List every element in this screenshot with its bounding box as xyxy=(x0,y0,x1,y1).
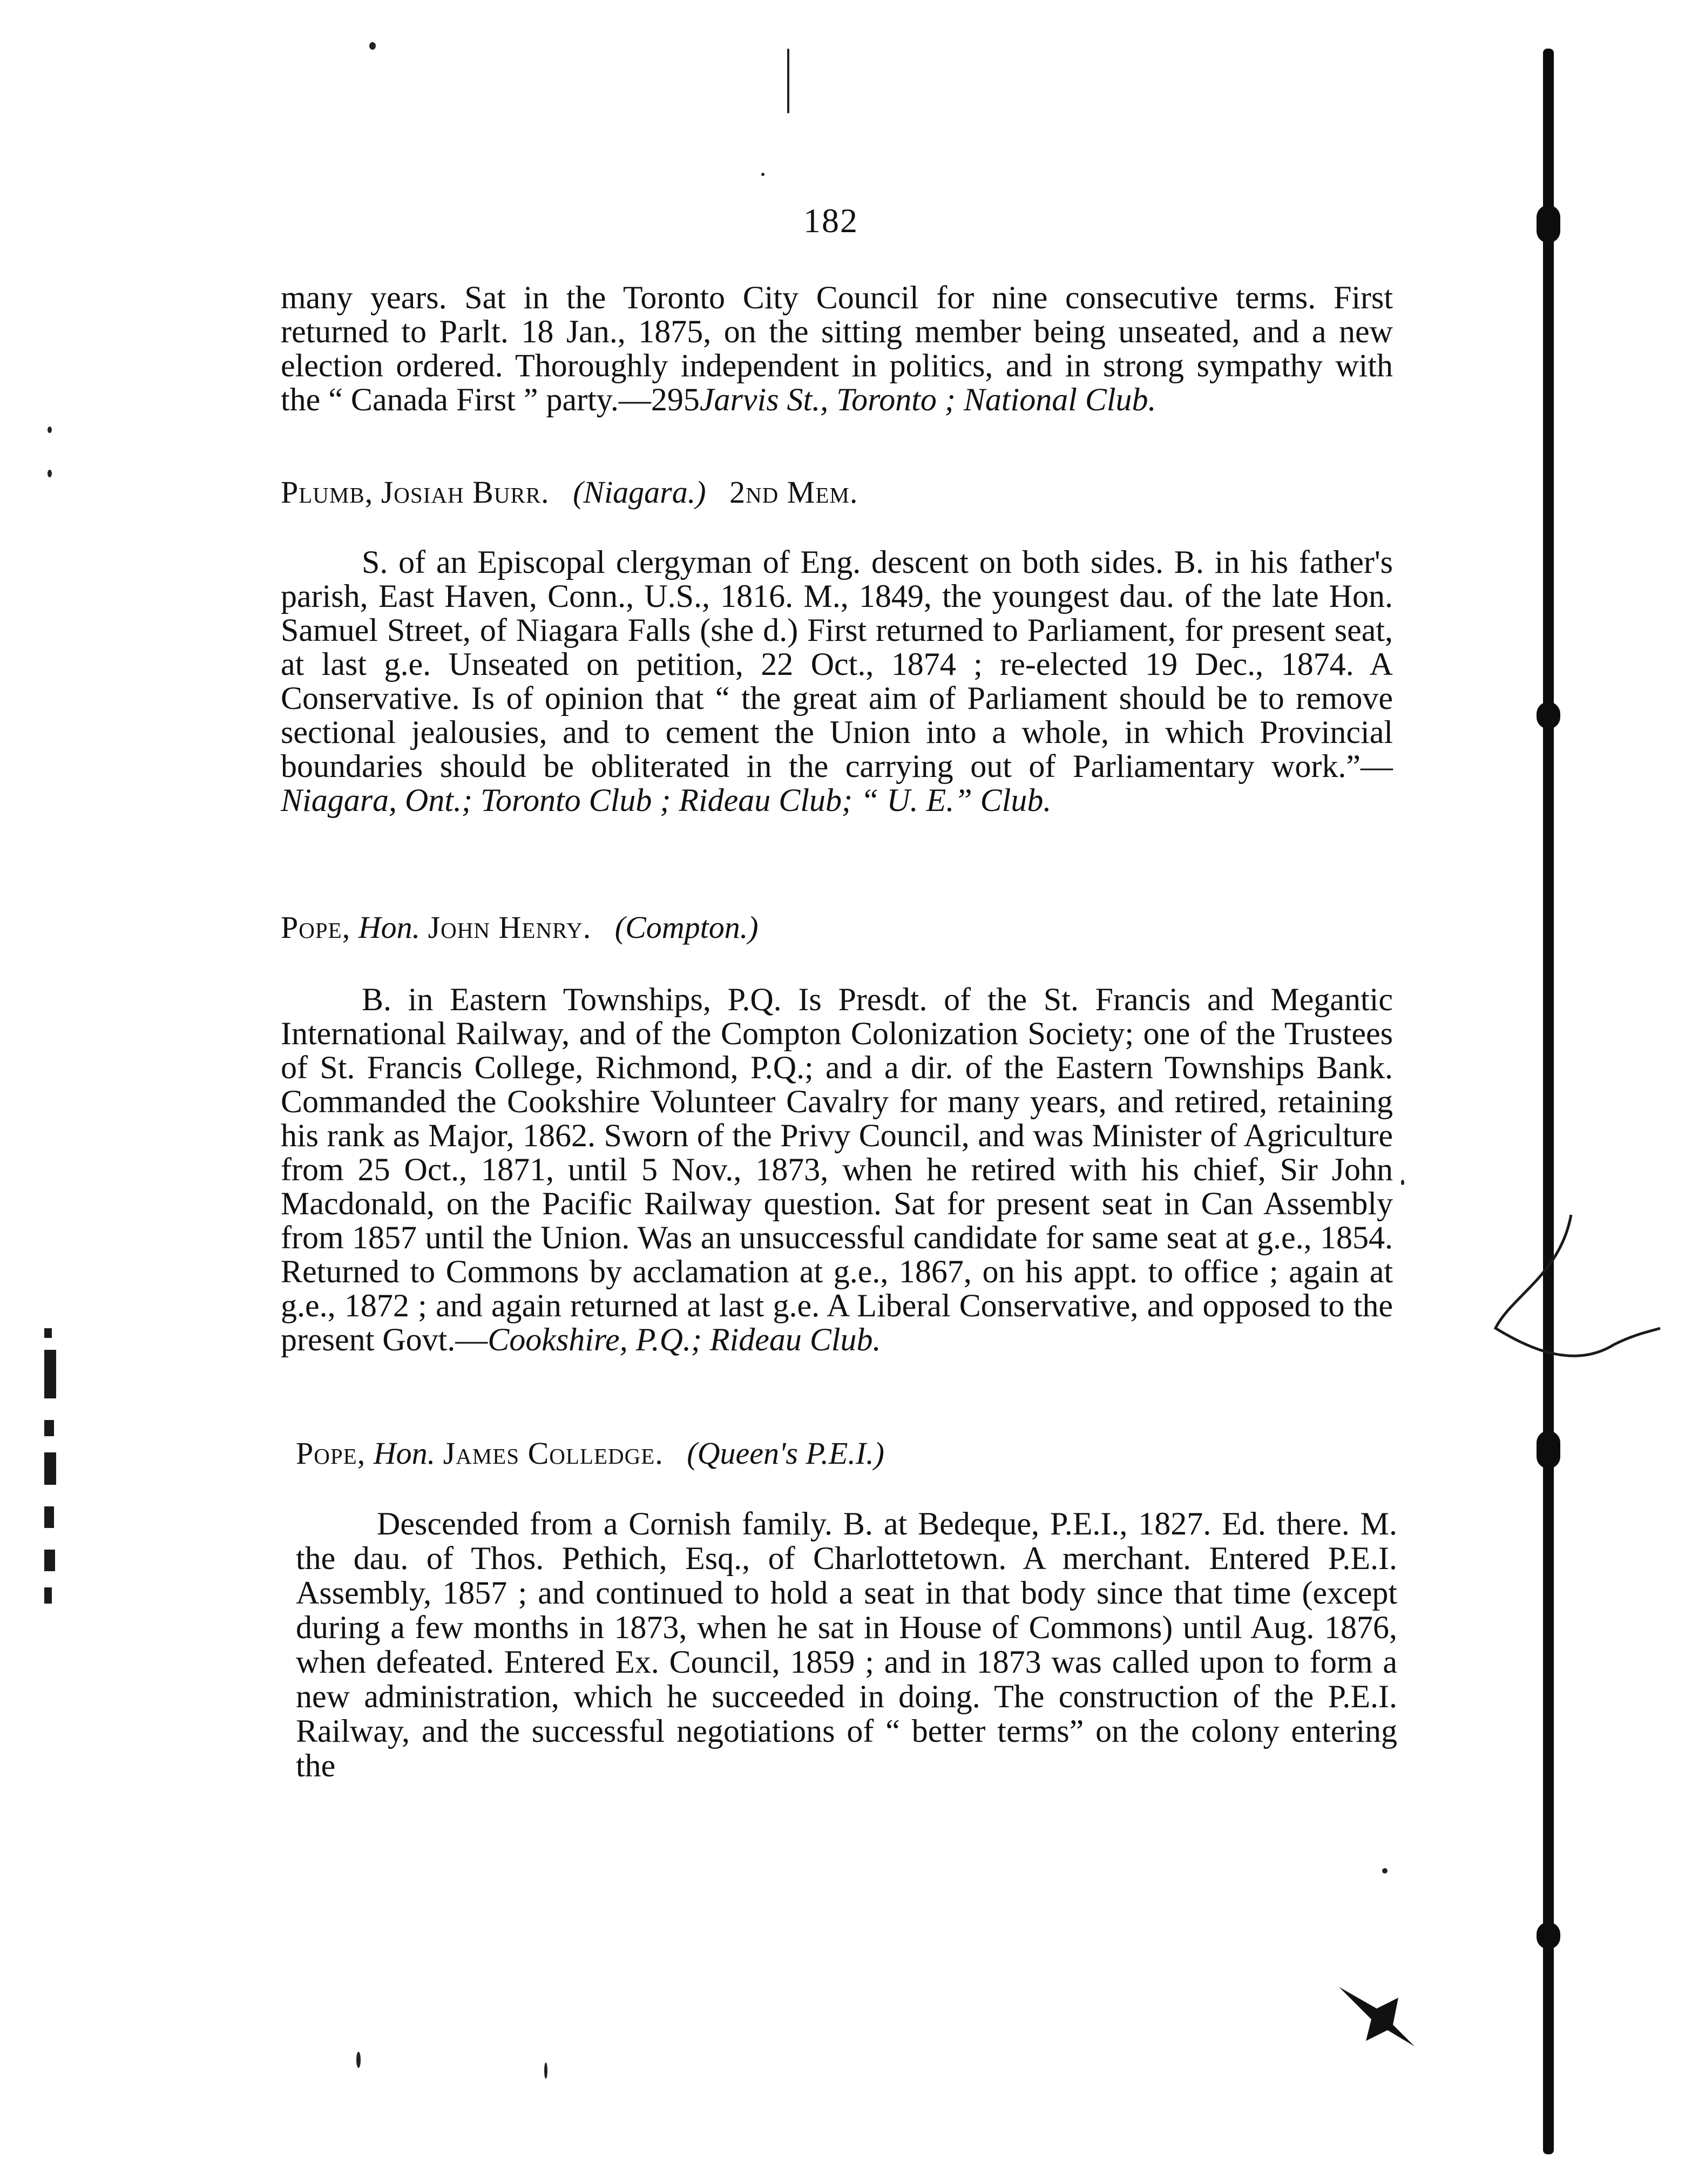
entry-surname: Pope, xyxy=(281,910,351,945)
continuation-address: Jarvis St., Toronto ; National Club. xyxy=(699,382,1156,417)
entry-given-name: John Henry. xyxy=(428,910,592,945)
binding-knot xyxy=(1537,1431,1560,1469)
thread-artifact xyxy=(1490,1209,1663,1415)
scan-speck xyxy=(544,2063,547,2079)
scan-speck xyxy=(761,173,764,176)
entry-body-text: S. of an Episcopal clergyman of Eng. descent on both sides. B. in his father's parish, East Haven, Conn., U.S., 1816. M., 1849, the youngest dau. of the late Hon. Samuel Street, of Niagara Falls (she d.) First returned to Parliament, for present seat, at last g.e. Unseated on petition, 22 Oct., 1874 ; re-elected 19 Dec., 1874. A Conservative. Is of opinion that “ the great aim of Parliament should be to remove sectional jealousies, and to cement the Union into a whole, in which Provincial boundaries should be obliterated in the carrying out of Parliamentary work.”— xyxy=(281,544,1393,784)
entry-surname: Plumb, xyxy=(281,475,374,510)
scan-speck xyxy=(356,2052,361,2068)
scan-speck xyxy=(1382,1868,1388,1874)
entry-body-text: B. in Eastern Townships, P.Q. Is Presdt. of the St. Francis and Megantic International Railway, and of the Compton Colonization Society; one of the Trustees of St. Francis College, Richmond, P.Q.; and a dir. of the Eastern Townships Bank. Commanded the Cookshire Volunteer Cavalry for many years, and retired, retaining his rank as Major, 1862. Sworn of the Privy Council, and was Minister of Agriculture from 25 Oct., 1871, until 5 Nov., 1873, when he retired with his chief, Sir John Macdonald, on the Pacific Railway question. Sat for present seat in Can Assembly from 1857 until the Union. Was an unsuccessful candidate for same seat at g.e., 1854. Returned to Commons by acclamation at g.e., 1867, on his appt. to office ; again at g.e., 1872 ; and again returned at last g.e. A Liberal Conservative, and opposed to the present Govt.— xyxy=(281,982,1393,1357)
entry-address: Cookshire, P.Q.; Rideau Club. xyxy=(488,1322,881,1357)
page-number: 182 xyxy=(803,201,858,240)
binding-knot xyxy=(1537,702,1560,729)
entry-note: 2nd Mem. xyxy=(729,475,858,510)
entry-body-pope-john-henry xyxy=(281,983,1393,1357)
entry-surname: Pope, xyxy=(296,1436,366,1471)
scan-speck xyxy=(1401,1180,1404,1185)
entry-heading-pope-james-colledge xyxy=(296,1436,1376,1471)
entry-riding: (Compton.) xyxy=(614,910,759,945)
entry-given-name: James Colledge. xyxy=(443,1436,664,1471)
entry-body-pope-james-colledge xyxy=(296,1506,1397,1783)
binding-knot xyxy=(1537,205,1560,243)
entry-heading-pope-john-henry xyxy=(281,910,1361,945)
scan-speck xyxy=(787,49,789,113)
entry-body-text: Descended from a Cornish family. B. at Bedeque, P.E.I., 1827. Ed. there. M. the dau. of Thos. Pethich, Esq., of Charlottetown. A merchant. Entered P.E.I. Assembly, 1857 ; and continued to hold a seat in that body since that time (except during a few months in 1873, when he sat in House of Commons) until Aug. 1876, when defeated. Entered Ex. Council, 1859 ; and in 1873 was called upon to form a new administration, which he succeeded in doing. The construction of the P.E.I. Railway, and the successful negotiations of “ better terms” on the colony entering the xyxy=(296,1506,1397,1783)
continuation-text: many years. Sat in the Toronto City Council for nine consecutive terms. First returned to Parlt. 18 Jan., 1875, on the sitting member being unseated, and a new election ordered. Thoroughly independent in politics, and in strong sympathy with the “ Canada First ” party.—295 xyxy=(281,280,1393,417)
entry-given-name: Josiah Burr. xyxy=(381,475,550,510)
binding-spine xyxy=(1543,49,1554,2154)
margin-scan-marks xyxy=(44,1328,66,1609)
binding-knot xyxy=(1537,1922,1560,1949)
entry-body-plumb xyxy=(281,545,1393,817)
entry-address: Niagara, Ont.; Toronto Club ; Rideau Club; “ U. E.” Club. xyxy=(281,782,1052,818)
scan-speck xyxy=(48,470,52,477)
continuation-paragraph xyxy=(281,281,1393,417)
entry-title: Hon. xyxy=(358,910,421,945)
ink-blot-artifact xyxy=(1334,1965,1442,2052)
entry-riding: (Queen's P.E.I.) xyxy=(687,1436,884,1471)
entry-riding: (Niagara.) xyxy=(573,475,706,510)
entry-heading-plumb xyxy=(281,475,1361,510)
entry-title: Hon. xyxy=(373,1436,436,1471)
scan-speck xyxy=(369,42,376,50)
scan-speck xyxy=(48,427,52,433)
